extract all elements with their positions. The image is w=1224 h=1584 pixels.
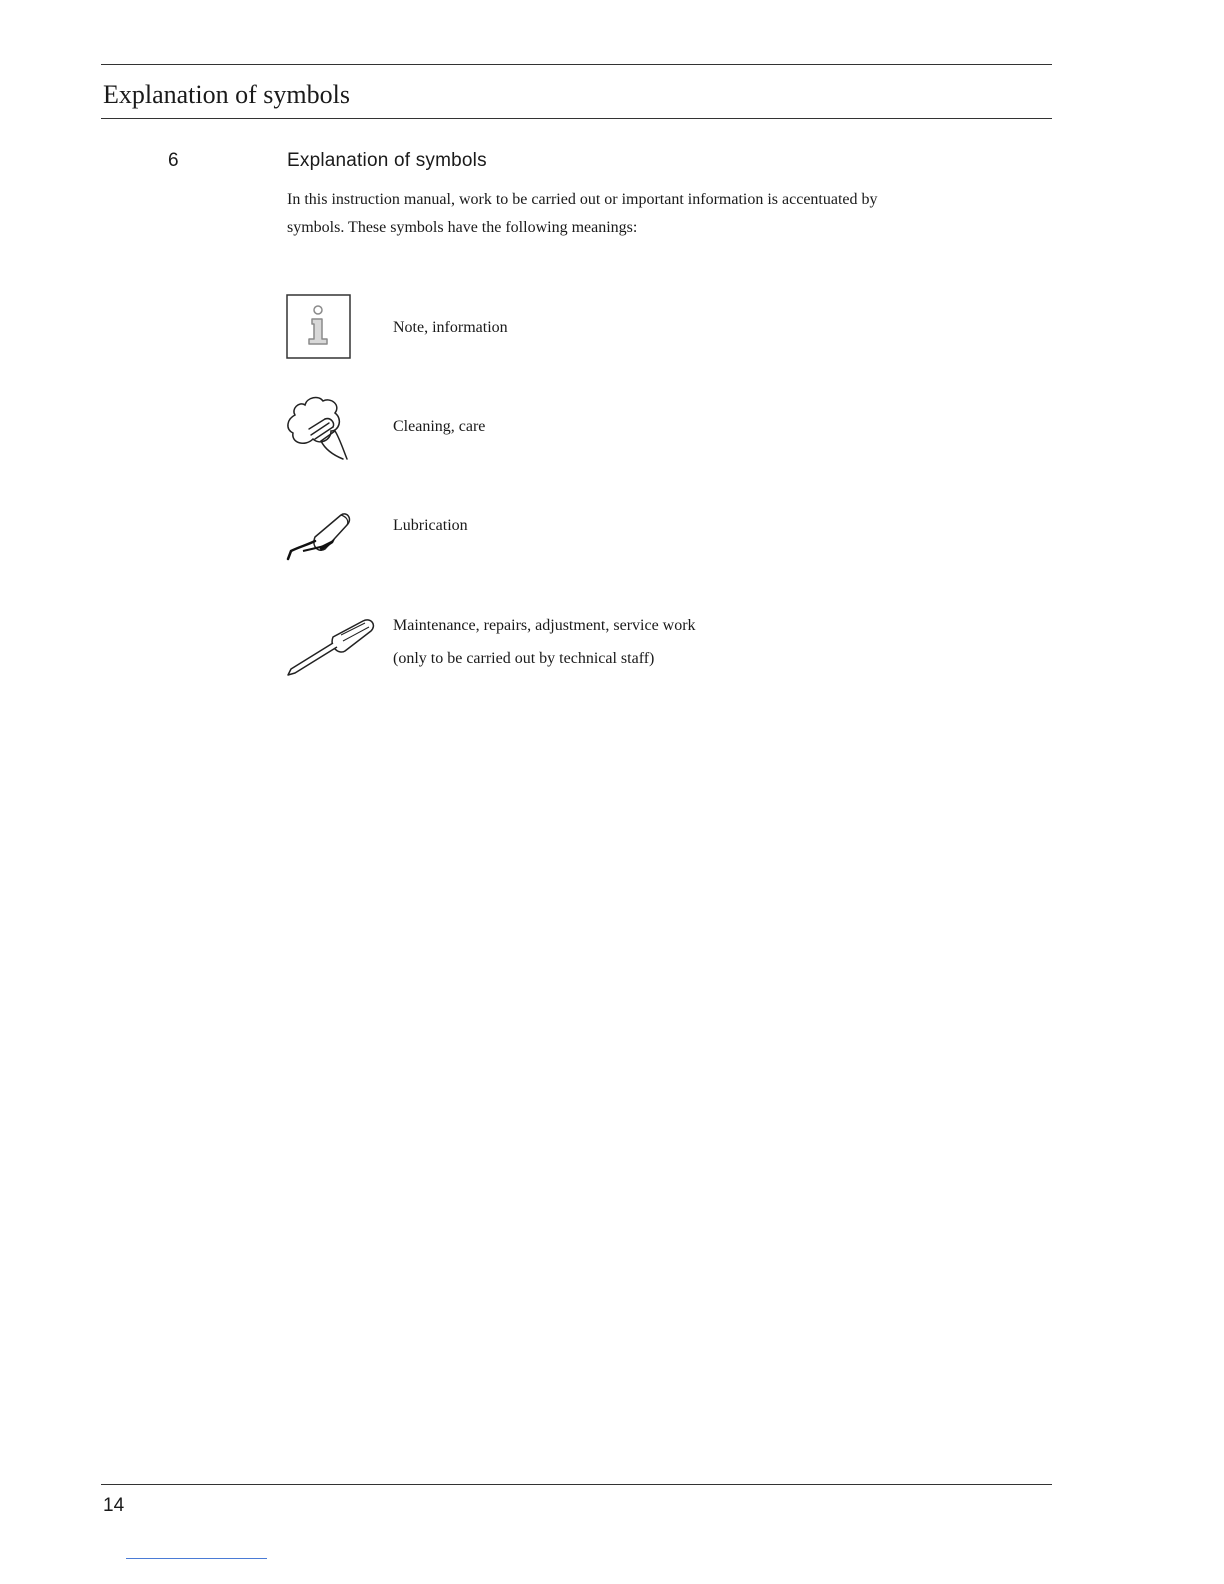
cleaning-hand-icon: [285, 393, 351, 463]
header-top-rule: [101, 64, 1052, 65]
symbol-label-maintenance: Maintenance, repairs, adjustment, service work: [393, 617, 696, 634]
footer-rule: [101, 1484, 1052, 1485]
page-number: 14: [103, 1495, 125, 1516]
section-title: Explanation of symbols: [287, 150, 487, 171]
intro-line: symbols. These symbols have the following meanings:: [287, 219, 638, 236]
screwdriver-icon: [285, 617, 377, 679]
header-bottom-rule: [101, 118, 1052, 119]
symbol-label-note: Note, information: [393, 319, 508, 336]
symbol-label-cleaning: Cleaning, care: [393, 418, 486, 435]
running-header: Explanation of symbols: [103, 80, 350, 109]
intro-line: In this instruction manual, work to be carried out or important information is accentuated by: [287, 191, 878, 208]
footer-link-line: [126, 1558, 267, 1559]
symbol-note-technical-staff: (only to be carried out by technical staff): [393, 650, 655, 667]
information-icon: [286, 294, 352, 360]
oil-can-icon: [285, 509, 353, 567]
intro-paragraph: [287, 186, 927, 242]
symbol-label-lubrication: Lubrication: [393, 517, 468, 534]
section-number: 6: [168, 150, 179, 171]
